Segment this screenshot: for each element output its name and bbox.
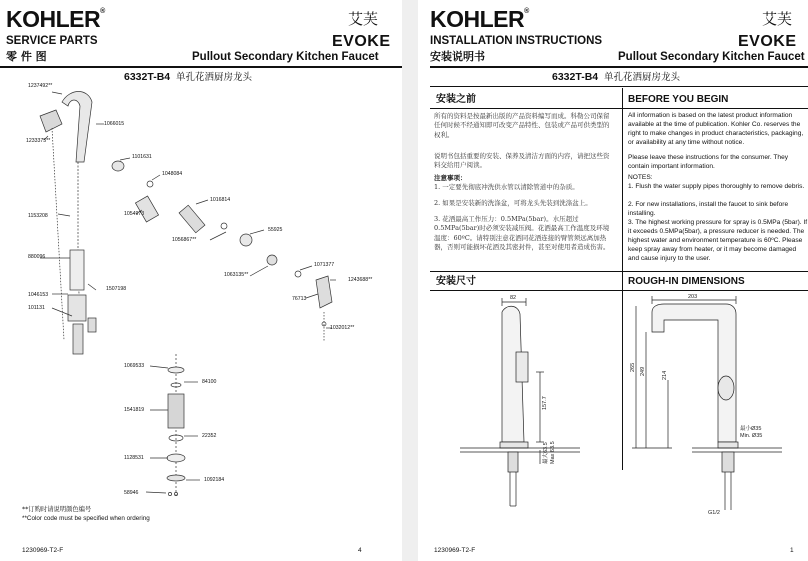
series-name-cn: 艾芙	[348, 10, 379, 28]
part-label: 1541819	[124, 407, 145, 413]
part-label: 1233375**	[26, 138, 51, 144]
dim-height-outlet: 249	[640, 366, 646, 376]
intro-cn: 所有的资料是按最新出版的产品资料编写而成。科勒公司保留任何时候不经通知即可改变产品特性、包装或产品可供类型的权利。	[434, 112, 610, 139]
note-3-en: 3. The highest working pressure for spray is 0.5MPa (5bar). If it exceeds 0.5MPa(5bar), a pressure reducer is needed. The highest water and environment temperature is 60ºC. Please keep spray away from heater, or it may become damaged and cause injury to the user.	[628, 219, 808, 262]
series-name-cn: 艾芙	[762, 10, 793, 28]
footer-code: 1230969-T2-F	[434, 547, 476, 554]
part-label: 1054973	[124, 211, 145, 217]
dim-deck-max: Max 63.5	[550, 441, 556, 464]
part-label: 22352	[202, 433, 217, 439]
dim-hole-min: Min. Ø35	[740, 433, 763, 439]
section-title: SERVICE PARTS	[6, 35, 98, 47]
part-label: 1066015	[104, 121, 125, 127]
model-rule	[430, 86, 808, 87]
part-label: 1243688**	[348, 277, 373, 283]
section-title: INSTALLATION INSTRUCTIONS	[430, 35, 603, 47]
part-label: 1046153	[28, 292, 49, 298]
part-label: 1507198	[106, 286, 127, 292]
intro-en: All information is based on the latest product information available at the time of publication. Kohler Co. reserves the right to make changes in product characteristics, packaging, or availability at any time without notice.	[628, 112, 804, 146]
series-name: EVOKE	[738, 33, 797, 50]
part-label: 1092184	[204, 477, 225, 483]
part-label: 101131	[28, 305, 45, 311]
product-name: Pullout Secondary Kitchen Faucet	[618, 51, 805, 63]
dim-height-total: 265	[630, 362, 636, 372]
note-2-en: 2. For new installations, install the faucet to sink before installing.	[628, 201, 789, 217]
model-title: 6332T-B4 单孔花洒厨房龙头	[552, 71, 680, 83]
page-number: 4	[358, 547, 362, 554]
part-label: 76713	[292, 296, 307, 302]
dim-hole-min-cn: 最小Ø35	[740, 426, 762, 432]
section-title-cn: 安装说明书	[430, 50, 485, 63]
note-1-en: 1. Flush the water supply pipes thoroughly to remove debris.	[628, 183, 805, 190]
dim-body-height: 157.7	[542, 396, 548, 410]
notes-title-en: NOTES:	[628, 174, 653, 181]
section-title-cn: 零 件 图	[6, 50, 47, 63]
dim-overall-reach: 203	[688, 294, 698, 300]
part-label: 1069533	[124, 363, 145, 369]
side-view-drawing	[430, 292, 620, 522]
rough-heading: ROUGH-IN DIMENSIONS	[628, 276, 745, 287]
keep-instructions-cn: 说明书包括重要的安装、保养及清洁方面的内容，请把这些资料交给用户阅读。	[434, 152, 610, 170]
part-label: 1048084	[162, 171, 183, 177]
part-label: 84100	[202, 379, 217, 385]
keep-instructions-en: Please leave these instructions for the consumer. They contain important information.	[628, 154, 789, 170]
notes-title-cn: 注意事项：	[434, 174, 467, 182]
dim-spout-reach: 82	[510, 295, 517, 301]
part-label: 1237492**	[28, 83, 53, 89]
page-number: 1	[790, 547, 794, 554]
kohler-logo: KOHLER®	[6, 6, 105, 32]
footer-code: 1230969-T2-F	[22, 547, 64, 554]
series-name: EVOKE	[332, 33, 391, 50]
part-label: 1056867**	[172, 237, 197, 243]
part-label: 1032012**	[330, 325, 355, 331]
dim-height-handle: 214	[662, 370, 668, 380]
front-view-drawing	[622, 292, 808, 522]
note-2-cn: 2. 如果是安装新的洗涤盆，可将龙头先装到洗涤盆上。	[434, 199, 592, 207]
rough-heading-cn: 安装尺寸	[436, 276, 476, 287]
part-label: 1153208	[28, 213, 48, 219]
color-code-note: **Color code must be specified when ordering	[22, 515, 150, 522]
rough-top-rule	[430, 271, 808, 272]
dim-thread: G1/2	[708, 510, 720, 516]
before-heading: BEFORE YOU BEGIN	[628, 94, 729, 105]
rough-rule	[430, 290, 808, 291]
header-rule	[430, 66, 808, 68]
exploded-parts-diagram	[0, 80, 402, 540]
service-parts-page	[0, 0, 402, 561]
before-heading-cn: 安装之前	[436, 94, 476, 105]
part-label: 55925	[268, 227, 283, 233]
part-label: 880096	[28, 254, 46, 260]
dim-deck-max-cn: 最大63.5	[543, 442, 549, 464]
part-label: 58946	[124, 490, 139, 496]
note-1-cn: 1. 一定要先彻底冲洗供水管以清除管道中的杂质。	[434, 183, 579, 191]
page-gutter	[402, 0, 418, 561]
part-label: 1128531	[124, 455, 144, 461]
product-name: Pullout Secondary Kitchen Faucet	[192, 51, 379, 63]
part-label: 1101631	[132, 154, 152, 160]
part-label: 1063135**	[224, 272, 249, 278]
model-title: 6332T-B4 单孔花洒厨房龙头	[124, 71, 252, 83]
part-label: 1016814	[210, 197, 231, 203]
part-label: 1071377	[314, 262, 335, 268]
installation-instructions-page	[418, 0, 808, 561]
color-code-note-cn: **订购时请说明颜色编号	[22, 506, 92, 513]
kohler-logo: KOHLER®	[430, 6, 529, 32]
note-3-cn: 3. 花洒最高工作压力：0.5MPa(5bar)。水压超过0.5MPa(5bar)时必须安装减压阀。花洒最高工作温度及环境温度：60ºC。请特别注意花洒同花洒连接的臂管须远离加热器，否则可能损坏花洒及其密封件，甚至对使用者造成伤害。	[434, 215, 610, 252]
before-rule	[430, 108, 808, 109]
header-rule	[0, 66, 402, 68]
